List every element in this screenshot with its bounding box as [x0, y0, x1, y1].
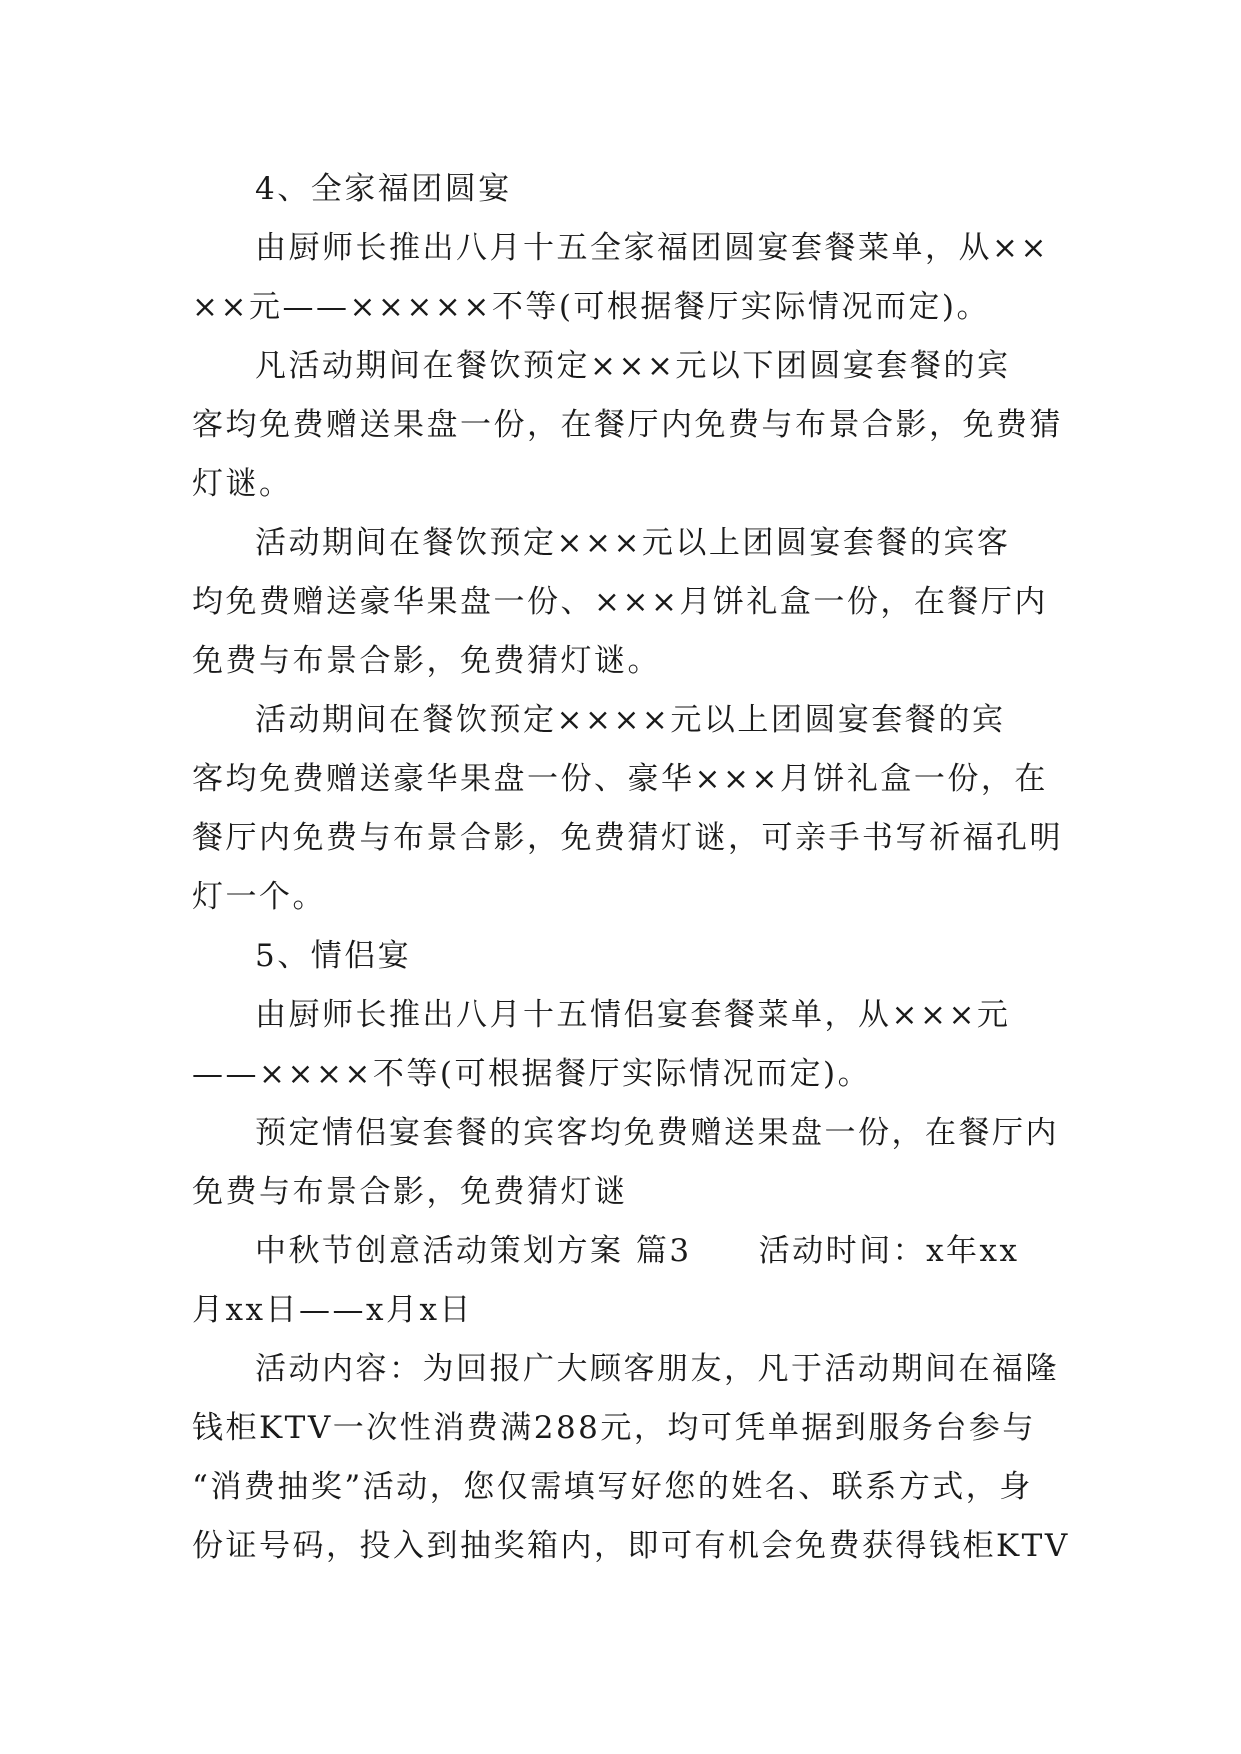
paragraph-line: 由厨师长推出八月十五全家福团圆宴套餐菜单，从××	[255, 230, 1049, 266]
paragraph-line: 由厨师长推出八月十五情侣宴套餐菜单，从×××元	[255, 997, 1011, 1033]
paragraph-line: 活动期间在餐饮预定×××元以上团圆宴套餐的宾客	[255, 525, 1011, 561]
paragraph-line: 免费与布景合影，免费猜灯谜	[192, 1174, 628, 1210]
paragraph-line: 灯谜。	[192, 466, 293, 502]
paragraph-line: 均免费赠送豪华果盘一份、×××月饼礼盒一份，在餐厅内	[192, 584, 1048, 620]
paragraph-line: 活动内容：为回报广大顾客朋友，凡于活动期间在福隆	[255, 1351, 1059, 1387]
paragraph-line: ××元——×××××不等(可根据餐厅实际情况而定)。	[192, 289, 991, 325]
paragraph-line: “消费抽奖”活动，您仅需填写好您的姓名、联系方式，身	[192, 1469, 1033, 1505]
paragraph-line: ——××××不等(可根据餐厅实际情况而定)。	[192, 1056, 872, 1092]
paragraph-line: 餐厅内免费与布景合影，免费猜灯谜，可亲手书写祈福孔明	[192, 820, 1063, 856]
paragraph-line: 活动期间在餐饮预定××××元以上团圆宴套餐的宾	[255, 702, 1006, 738]
section-heading-4: 4、全家福团圆宴	[255, 171, 512, 207]
section-heading-5: 5、情侣宴	[255, 938, 412, 974]
paragraph-line: 份证号码，投入到抽奖箱内，即可有机会免费获得钱柜KTV	[192, 1528, 1070, 1564]
paragraph-line: 中秋节创意活动策划方案 篇3 活动时间：x年xx	[255, 1233, 1020, 1269]
paragraph-line: 预定情侣宴套餐的宾客均免费赠送果盘一份，在餐厅内	[255, 1115, 1059, 1151]
paragraph-line: 凡活动期间在餐饮预定×××元以下团圆宴套餐的宾	[255, 348, 1011, 384]
paragraph-line: 灯一个。	[192, 879, 326, 915]
paragraph-line: 客均免费赠送豪华果盘一份、豪华×××月饼礼盒一份，在	[192, 761, 1048, 797]
paragraph-line: 月xx日——x月x日	[192, 1292, 473, 1328]
paragraph-line: 钱柜KTV一次性消费满288元，均可凭单据到服务台参与	[192, 1410, 1036, 1446]
document-body	[192, 160, 1070, 1576]
paragraph-line: 客均免费赠送果盘一份，在餐厅内免费与布景合影，免费猜	[192, 407, 1063, 443]
paragraph-line: 免费与布景合影，免费猜灯谜。	[192, 643, 661, 679]
